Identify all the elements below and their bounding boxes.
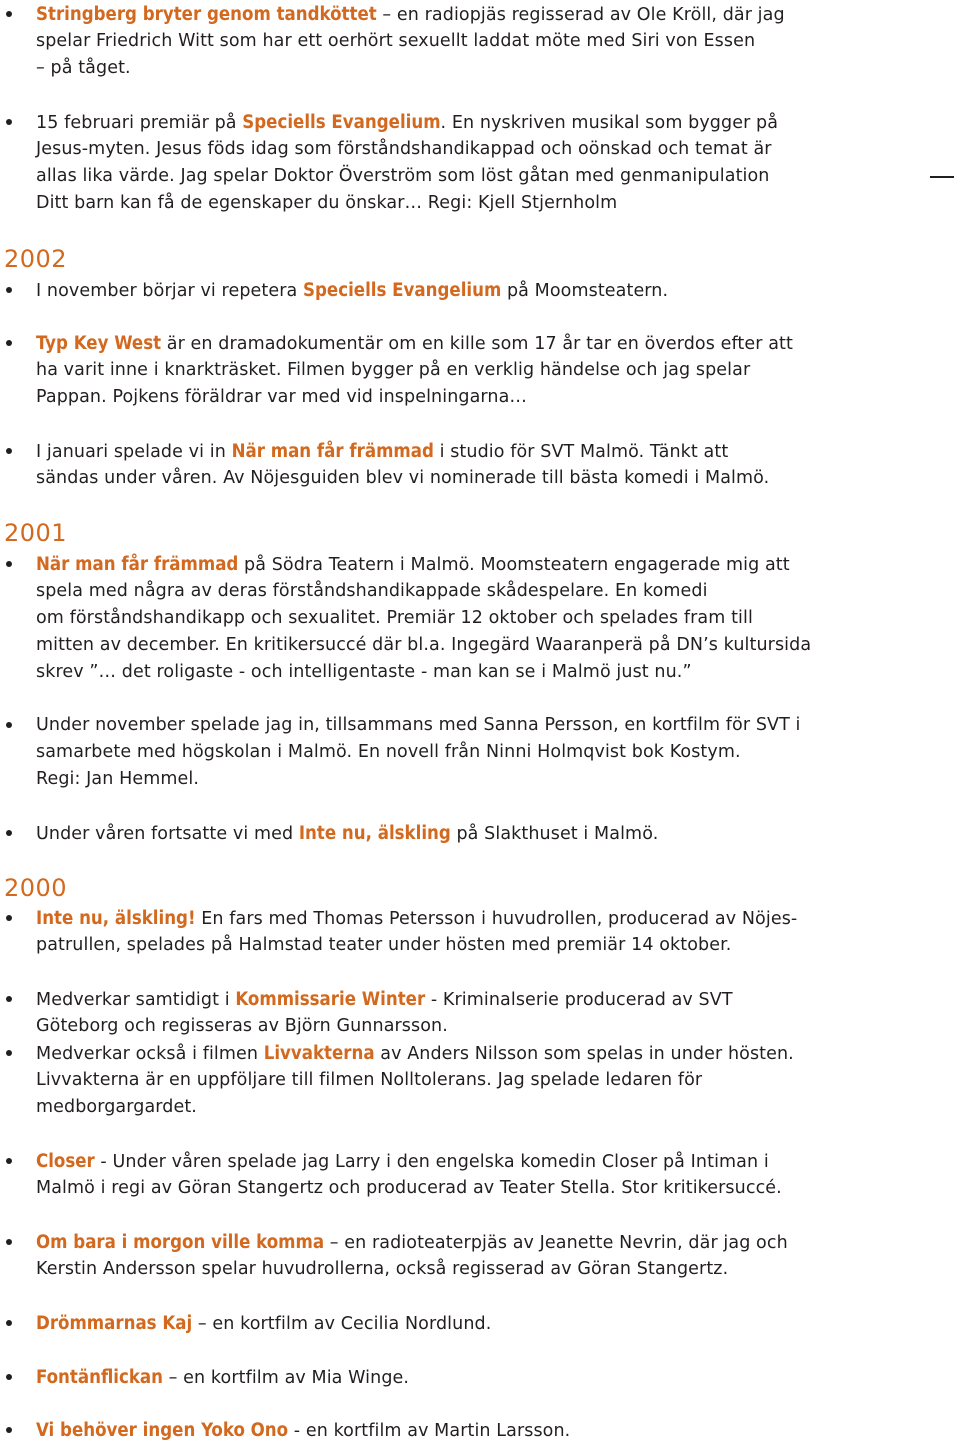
production-title: Drömmarnas Kaj [36,1313,193,1334]
text-line: samarbete med högskolan i Malmö. En novell från Ninni Holmqvist bok Kostym. [36,742,741,762]
production-title: Om bara i morgon ville komma [36,1232,325,1253]
text-line: – på tåget. [36,58,131,78]
text-line [36,1229,788,1257]
text-line [36,1148,769,1176]
year-heading-2001: 2001 [4,519,68,547]
text-line: ha varit inne i knarkträsket. Filmen bygger på en verklig händelse och jag spelar [36,360,751,380]
text-line: allas lika värde. Jag spelar Doktor Överström som löst gåtan med genmanipulation [36,166,770,186]
bullet [6,830,12,836]
text-line: Ditt barn kan få de egenskaper du önskar… Regi: Kjell Stjernholm [36,193,618,213]
text-line [36,1417,570,1445]
text: - en kortfilm av Martin Larsson. [288,1421,571,1441]
year-heading-2000: 2000 [4,874,68,902]
production-title: När man får främmad [231,441,434,462]
production-title: Inte nu, älskling [298,823,451,844]
bullet [6,1320,12,1326]
text: En fars med Thomas Petersson i huvudrollen, producerad av Nöjes- [195,909,798,929]
production-title: Fontänflickan [36,1367,163,1388]
bullet [6,1050,12,1056]
text: - Kriminalserie producerad av SVT [425,990,733,1010]
text: 15 februari premiär på [36,113,243,133]
margin-dash [930,176,954,178]
text: Medverkar samtidigt i [36,990,236,1010]
text: – en radiopjäs regisserad av Ole Kröll, där jag [376,5,785,25]
bullet [6,1427,12,1433]
production-title: Kommissarie Winter [235,989,426,1010]
text-line [36,820,658,848]
bullet [6,722,12,728]
text-line [36,438,728,466]
text-line [36,109,778,137]
production-title: Typ Key West [36,333,162,354]
text: Under våren fortsatte vi med [36,824,299,844]
bullet [6,996,12,1002]
text: på Moomsteatern. [501,281,669,301]
text-line: om förståndshandikapp och sexualitet. Premiär 12 oktober och spelades fram till [36,608,753,628]
text: - Under våren spelade jag Larry i den engelska komedin Closer på Intiman i [94,1152,769,1172]
text-line: sändas under våren. Av Nöjesguiden blev vi nominerade till bästa komedi i Malmö. [36,468,770,488]
text-line: Livvakterna är en uppföljare till filmen Nolltolerans. Jag spelade ledaren för [36,1070,703,1090]
production-title: Speciells Evangelium [303,280,502,301]
bullet [6,11,12,17]
bullet [6,915,12,921]
text: – en radioteaterpjäs av Jeanette Nevrin, där jag och [324,1233,788,1253]
text-line: Kerstin Andersson spelar huvudrollerna, också regisserad av Göran Stangertz. [36,1259,729,1279]
text-line [36,1364,409,1392]
production-title: Vi behöver ingen Yoko Ono [36,1420,289,1441]
text: . En nyskriven musikal som bygger på [440,113,779,133]
production-title: Livvakterna [263,1043,375,1064]
text: – en kortfilm av Mia Winge. [163,1368,410,1388]
production-title: Speciells Evangelium [242,112,441,133]
text-line [36,905,797,933]
text-line: Malmö i regi av Göran Stangertz och producerad av Teater Stella. Stor kritikersuccé. [36,1178,782,1198]
text-line [36,330,793,358]
text-line [36,1310,491,1338]
text-line: spela med några av deras förståndshandikappade skådespelare. En komedi [36,581,708,601]
text: – en kortfilm av Cecilia Nordlund. [192,1314,492,1334]
bullet [6,1158,12,1164]
text-line: skrev ”… det roligaste - och intelligentaste - man kan se i Malmö just nu.” [36,662,692,682]
text-line: Jesus-myten. Jesus föds idag som förståndshandikappad och oönskad och temat är [36,139,772,159]
text-line: patrullen, spelades på Halmstad teater under hösten med premiär 14 oktober. [36,935,732,955]
text-line [36,1,785,29]
text-line: spelar Friedrich Witt som har ett oerhört sexuellt laddat möte med Siri von Essen [36,31,756,51]
bullet [6,340,12,346]
text-line: Under november spelade jag in, tillsammans med Sanna Persson, en kortfilm för SVT i [36,715,801,735]
production-title: Stringberg bryter genom tandköttet [36,4,377,25]
text-line [36,277,668,305]
text: Medverkar också i filmen [36,1044,264,1064]
bullet [6,1239,12,1245]
text-line: Göteborg och regisseras av Björn Gunnarsson. [36,1016,448,1036]
production-title: När man får främmad [36,554,239,575]
text: på Södra Teatern i Malmö. Moomsteatern engagerade mig att [238,555,790,575]
text-line [36,551,790,579]
bullet [6,561,12,567]
production-title: Closer [36,1151,95,1172]
production-title: Inte nu, älskling! [36,908,196,929]
bullet [6,448,12,454]
text-line [36,986,733,1014]
text: är en dramadokumentär om en kille som 17 år tar en överdos efter att [161,334,793,354]
text: på Slakthuset i Malmö. [450,824,659,844]
text: I januari spelade vi in [36,442,232,462]
text: I november börjar vi repetera [36,281,304,301]
text-line [36,1040,794,1068]
text-line: Regi: Jan Hemmel. [36,769,200,789]
text: av Anders Nilsson som spelas in under hösten. [374,1044,794,1064]
bullet [6,287,12,293]
bullet [6,119,12,125]
text: i studio för SVT Malmö. Tänkt att [433,442,729,462]
year-heading-2002: 2002 [4,245,68,273]
bullet [6,1374,12,1380]
text-line: mitten av december. En kritikersuccé där bl.a. Ingegärd Waaranperä på DN’s kultursida [36,635,812,655]
text-line: Pappan. Pojkens föräldrar var med vid inspelningarna… [36,387,528,407]
text-line: medborgargardet. [36,1097,197,1117]
